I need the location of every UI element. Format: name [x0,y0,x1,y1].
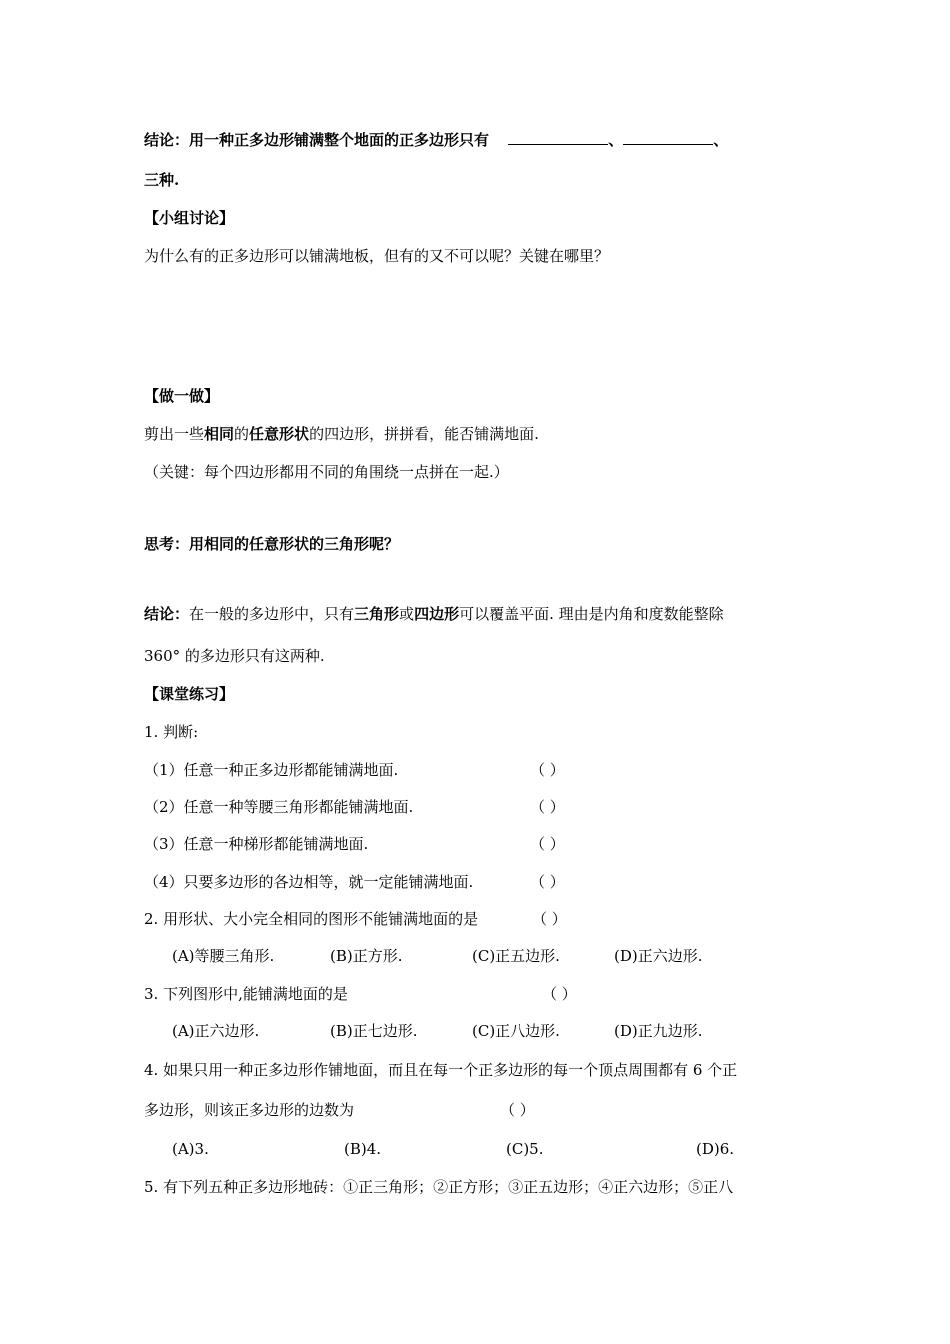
q2-title: 2. 用形状、大小完全相同的图形不能铺满地面的是 [144,910,479,928]
separator: 、 [608,131,624,149]
answer-blank-1[interactable] [508,130,608,145]
q4-line-2: 多边形，则该正多边形的边数为 [144,1101,355,1119]
q1-item-4: （4）只要多边形的各边相等，就一定能铺满地面. [144,873,474,891]
q2-option-b[interactable]: (B)正方形. [330,947,403,965]
section-heading-practice: 【课堂练习】 [144,685,235,703]
q4-option-c[interactable]: (C)5. [506,1140,544,1158]
answer-paren[interactable]: （ ） [530,798,565,816]
conclusion2-line-2: 360° 的多边形只有这两种. [144,647,325,665]
q2-option-a[interactable]: (A)等腰三角形. [172,947,275,965]
q3-option-a[interactable]: (A)正六边形. [172,1022,260,1040]
section-heading-discussion: 【小组讨论】 [144,209,235,227]
answer-paren[interactable]: （ ） [542,985,577,1003]
do-it-instruction: 剪出一些相同的任意形状的四边形，拼拼看，能否铺满地面. [144,425,539,443]
answer-paren[interactable]: （ ） [530,761,565,779]
do-it-hint: （关键：每个四边形都用不同的角围绕一点拼在一起.） [144,463,509,481]
q1-title: 1. 判断: [144,723,199,741]
separator: 、 [713,131,729,149]
q3-option-b[interactable]: (B)正七边形. [330,1022,418,1040]
conclusion-line-2: 三种. [144,171,180,189]
section-heading-do-it: 【做一做】 [144,387,220,405]
answer-paren[interactable]: （ ） [500,1101,535,1119]
q2-option-d[interactable]: (D)正六边形. [614,947,703,965]
discussion-question: 为什么有的正多边形可以铺满地板，但有的又不可以呢？关键在哪里？ [144,247,610,265]
q3-option-c[interactable]: (C)正八边形. [472,1022,560,1040]
q5-line-1: 5. 有下列五种正多边形地砖：①正三角形；②正方形；③正五边形；④正六边形；⑤正八 [144,1178,734,1196]
q2-option-c[interactable]: (C)正五边形. [472,947,560,965]
conclusion-text: 结论：用一种正多边形铺满整个地面的正多边形只有 [144,131,490,149]
answer-paren[interactable]: （ ） [530,835,565,853]
q3-title: 3. 下列图形中,能铺满地面的是 [144,985,348,1003]
q3-option-d[interactable]: (D)正九边形. [614,1022,703,1040]
q1-item-2: （2）任意一种等腰三角形都能铺满地面. [144,798,414,816]
q4-option-b[interactable]: (B)4. [344,1140,382,1158]
q1-item-3: （3）任意一种梯形都能铺满地面. [144,835,369,853]
q4-option-a[interactable]: (A)3. [172,1140,209,1158]
conclusion-line-1 [144,130,728,150]
q4-line-1: 4. 如果只用一种正多边形作铺地面，而且在每一个正多边形的每一个顶点周围都有 6 个正 [144,1061,738,1079]
q1-item-1: （1）任意一种正多边形都能铺满地面. [144,761,399,779]
answer-paren[interactable]: （ ） [530,873,565,891]
answer-blank-2[interactable] [623,130,713,145]
conclusion2-line-1: 结论：在一般的多边形中，只有三角形或四边形可以覆盖平面. 理由是内角和度数能整除 [144,605,724,623]
answer-paren[interactable]: （ ） [532,910,567,928]
think-question: 思考：用相同的任意形状的三角形呢？ [144,535,400,553]
q4-option-d[interactable]: (D)6. [696,1140,735,1158]
